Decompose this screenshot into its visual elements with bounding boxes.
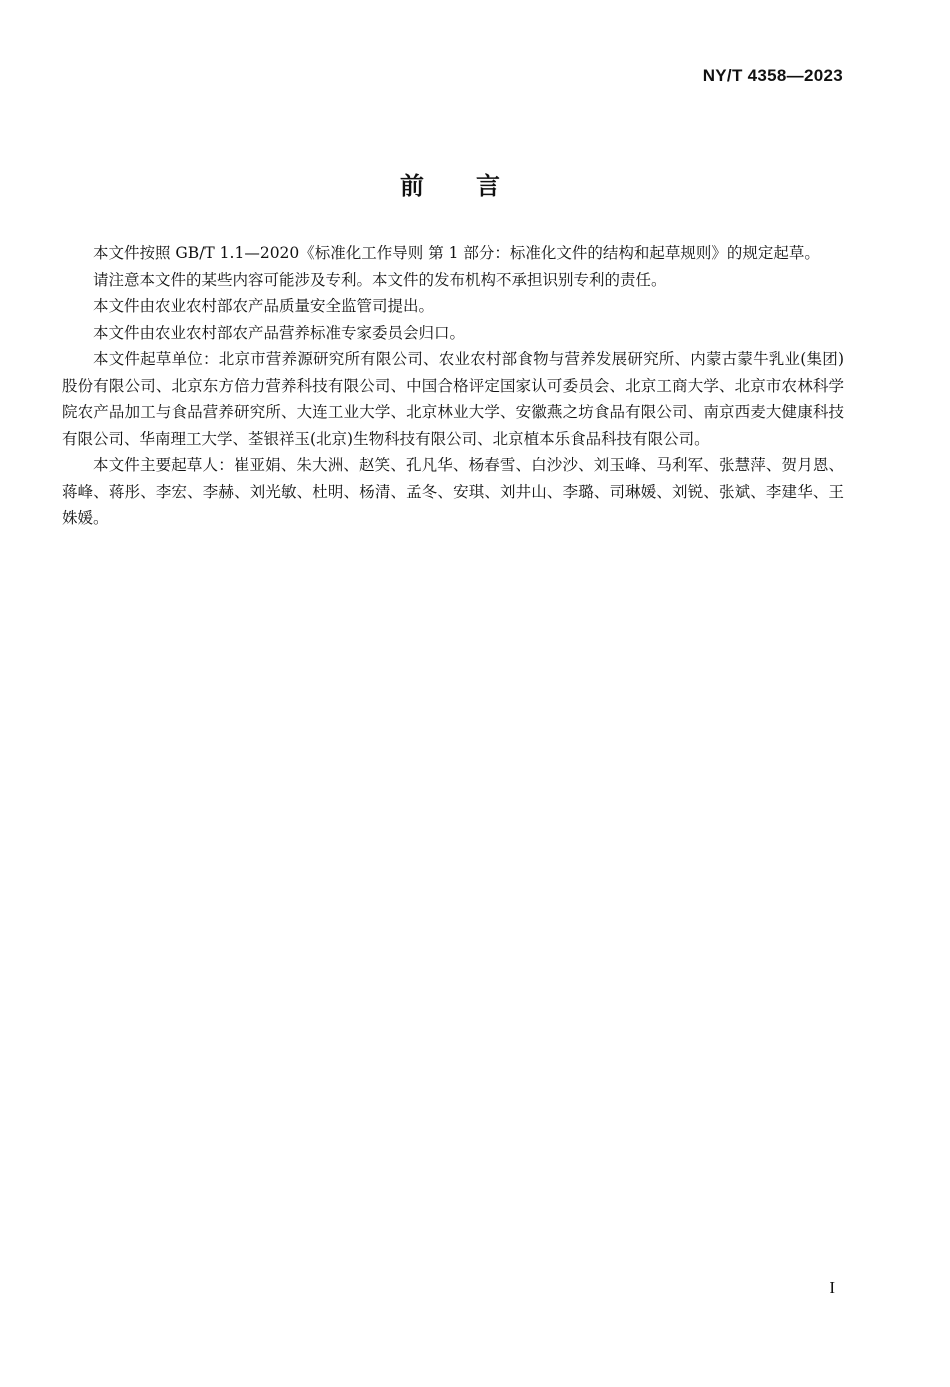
page-number: I <box>829 1278 835 1297</box>
standard-code: NY/T 4358—2023 <box>702 66 843 85</box>
paragraph-drafting-rules: 本文件按照 GB/T 1.1—2020《标准化工作导则 第 1 部分：标准化文件的结构和起草规则》的规定起草。 <box>93 244 820 262</box>
paragraph-patent-notice: 请注意本文件的某些内容可能涉及专利。本文件的发布机构不承担识别专利的责任。 <box>93 270 667 289</box>
paragraph-drafters: 本文件主要起草人：崔亚娟、朱大洲、赵笑、孔凡华、杨春雪、白沙沙、刘玉峰、马利军、张慧萍、贺月恩、蒋峰、蒋彤、李宏、李赫、刘光敏、杜明、杨清、孟冬、安琪、刘井山、李璐、司琳媛、刘锐、张斌、李建华、王姝媛。 <box>62 456 844 527</box>
paragraph-centralized-by: 本文件由农业农村部农产品营养标准专家委员会归口。 <box>93 323 466 342</box>
paragraph-proposed-by: 本文件由农业农村部农产品质量安全监管司提出。 <box>93 297 435 315</box>
page-title: 前言 <box>400 172 552 200</box>
foreword-body <box>62 240 844 532</box>
paragraph-drafting-units: 本文件起草单位：北京市营养源研究所有限公司、农业农村部食物与营养发展研究所、内蒙古蒙牛乳业(集团)股份有限公司、北京东方倍力营养科技有限公司、中国合格评定国家认可委员会、北京工商大学、北京市农林科学院农产品加工与食品营养研究所、大连工业大学、北京林业大学、安徽燕之坊食品有限公司、南京西麦大健康科技有限公司、华南理工大学、荃银祥玉(北京)生物科技有限公司、北京植本乐食品科技有限公司。 <box>62 350 844 448</box>
